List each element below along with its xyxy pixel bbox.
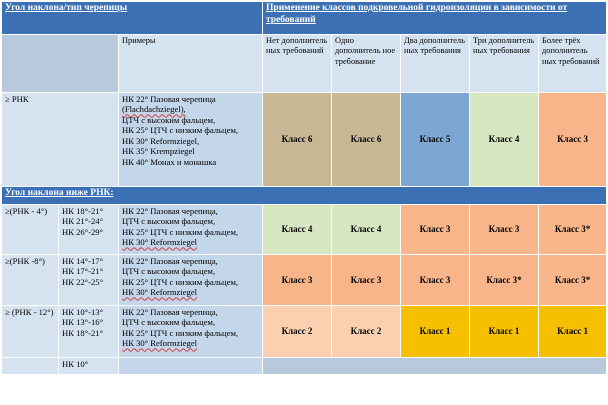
row-angles [59,306,119,358]
example-line: НК 25° ЦТЧ с низким фальцем, [122,276,239,287]
last-row-blank [263,358,607,375]
angle-line: НК 17°-21° [62,266,104,277]
example-line: НК 30° Reformziegel, [122,135,200,146]
row-label: ≥(РНК - 4°) [2,205,59,255]
class-cell: Класс 1 [539,306,607,358]
row-label: ≥ (РНК - 12°) [2,306,59,358]
section-below-rnk: Угол наклона ниже РНК: [2,187,607,205]
example-line: НК 35° Krempziegel [122,146,195,157]
angle-line: НК 14°-17° [62,256,104,266]
example-line: НК 25° ЦТЧ с низким фальцем, [122,125,239,136]
header-req-none: Нет дополнитель ных требований [263,35,332,93]
angle-line: НК 21°-24° [62,216,104,227]
class-cell: Класс 3 [332,255,401,306]
class-cell: Класс 3 [263,255,332,306]
example-line: (Flachdachziegel), [122,104,186,115]
class-cell: Класс 4 [263,205,332,255]
example-line: ЦТЧ с высоким фальцем, [122,317,216,328]
example-line: ЦТЧ с высоким фальцем, [122,266,216,277]
example-line: НК 30° Reformziegel [122,287,198,298]
example-line: НК 25° ЦТЧ с низким фальцем, [122,327,239,338]
header-req-two: Два дополнитель ных требования [401,35,470,93]
class-cell: Класс 3* [539,205,607,255]
header-examples: Примеры [119,35,263,93]
example-line: НК 22° Пазовая черепица, [122,256,218,266]
angle-line: НК 22°-25° [62,276,104,287]
class-cell: Класс 3 [401,255,470,306]
class-cell: Класс 2 [263,306,332,358]
class-cell: Класс 5 [401,93,470,187]
row-angles [59,205,119,255]
class-cell: Класс 3* [470,255,539,306]
row-label: ≥(РНК -8°) [2,255,59,306]
class-cell: Класс 6 [332,93,401,187]
class-cell: Класс 4 [332,205,401,255]
underlay-class-table [1,1,607,375]
class-cell: Класс 1 [470,306,539,358]
class-cell: Класс 3 [470,205,539,255]
class-cell: Класс 3* [539,255,607,306]
header-application: Применение классов подкровельной гидроизоляции в зависимости от требований [263,2,607,35]
angle-line: НК 26°-29° [62,226,104,237]
class-cell: Класс 2 [332,306,401,358]
row-examples [119,205,263,255]
header-slope-type: Угол наклона/тип черепицы [2,2,263,35]
row-examples [119,255,263,306]
angle-line: НК 18°-21° [62,206,104,216]
last-row-examples [119,358,263,375]
example-line: ЦТЧ с высоким фальцем, [122,216,216,227]
class-cell: Класс 4 [470,93,539,187]
class-cell: Класс 1 [401,306,470,358]
last-row-angle: НК 10° [59,358,119,375]
last-row-label [2,358,59,375]
example-line: НК 22° Пазовая черепица, [122,307,218,317]
header-blank [2,35,119,93]
row-examples [119,306,263,358]
row-angles [59,255,119,306]
angle-line: НК 10°-13° [62,307,104,317]
header-req-three: Три дополнитель ных требования [470,35,539,93]
header-req-one: Одно дополнитель ное требование [332,35,401,93]
example-line: НК 22° Пазовая черепица, [122,206,218,216]
class-cell: Класс 3 [401,205,470,255]
example-line: ЦТЧ с высоким фальцем, [122,114,216,125]
angle-line: НК 18°-21° [62,327,104,338]
example-line: НК 30° Reformziegel [122,338,198,349]
example-line: НК 40° Монах и монашка [122,156,217,167]
row-ge-examples [119,93,263,187]
example-line: НК 22° Пазовая черепица [122,94,216,104]
header-req-more: Более трёх дополнитель ных требований [539,35,607,93]
class-cell: Класс 3 [539,93,607,187]
angle-line: НК 13°-16° [62,317,104,328]
example-line: НК 25° ЦТЧ с низким фальцем, [122,226,239,237]
row-ge-label: ≥ РНК [2,93,119,187]
example-line: НК 30° Reformziegel [122,237,198,248]
class-cell: Класс 6 [263,93,332,187]
